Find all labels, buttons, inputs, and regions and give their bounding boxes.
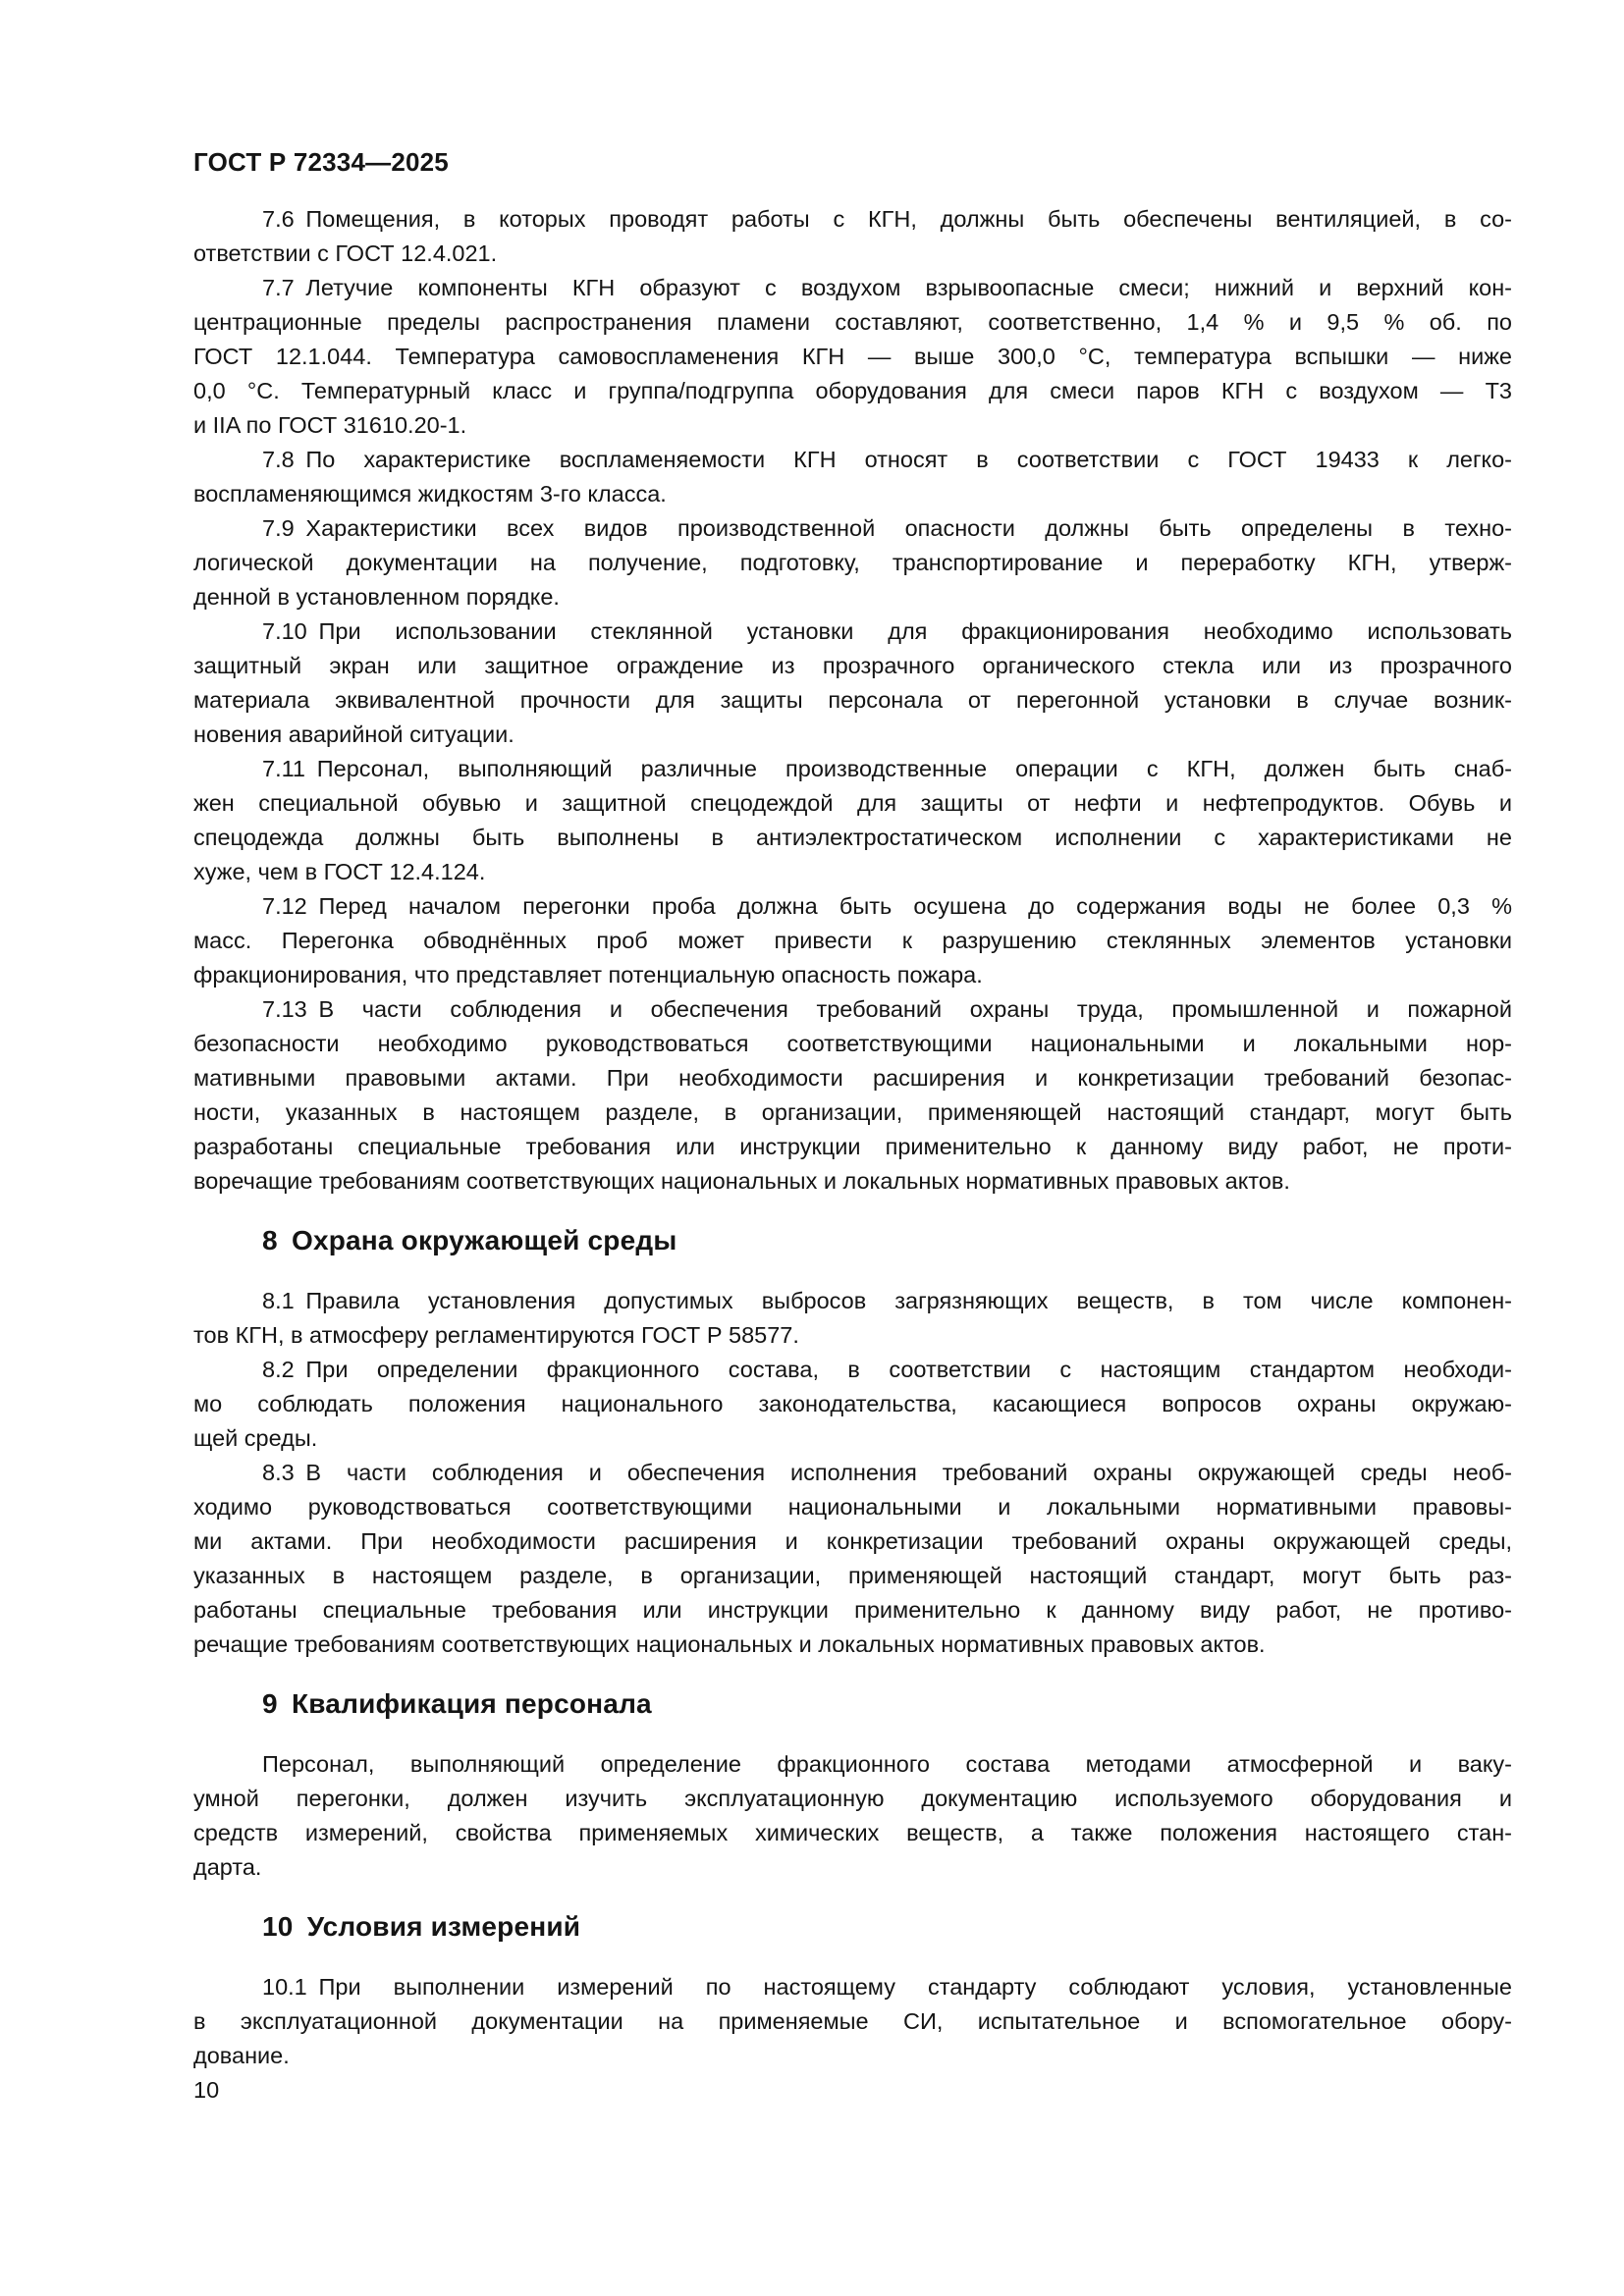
paragraph (193, 511, 1512, 614)
text-line: работаны специальные требования или инструкции применительно к данному виду работ, не противо- (193, 1597, 1512, 1623)
text-line: дование. (193, 2043, 290, 2068)
paragraph (193, 271, 1512, 443)
paragraph (193, 1747, 1512, 1885)
text-line: мативными правовыми актами. При необходимости расширения и конкретизации требований безопас- (193, 1065, 1512, 1091)
text-line: дарта. (193, 1854, 262, 1880)
text-line: тов КГН, в атмосферу регламентируются ГОСТ Р 58577. (193, 1322, 799, 1348)
text-line: указанных в настоящем разделе, в организации, применяющей настоящий стандарт, могут быть раз- (193, 1563, 1512, 1588)
text-line: мо соблюдать положения национального законодательства, касающиеся вопросов охраны окружаю- (193, 1391, 1512, 1416)
text-line: средств измерений, свойства применяемых химических веществ, а также положения настоящего стан- (193, 1820, 1512, 1845)
text-line: в эксплуатационной документации на применяемые СИ, испытательное и вспомогательное обору- (193, 2008, 1512, 2034)
document-designation-header: ГОСТ Р 72334—2025 (193, 147, 449, 177)
text-line: умной перегонки, должен изучить эксплуатационную документацию используемого оборудования и (193, 1786, 1512, 1811)
text-line: 7.11 Персонал, выполняющий различные производственные операции с КГН, должен быть снаб- (262, 756, 1512, 781)
text-line: 7.10 При использовании стеклянной установки для фракционирования необходимо использовать (262, 618, 1512, 644)
text-line: и IIA по ГОСТ 31610.20-1. (193, 412, 467, 438)
text-line: денной в установленном порядке. (193, 584, 560, 610)
text-line: защитный экран или защитное ограждение из прозрачного органического стекла или из прозрачного (193, 653, 1512, 678)
paragraph (193, 443, 1512, 511)
text-line: ми актами. При необходимости расширения и конкретизации требований охраны окружающей среды, (193, 1528, 1512, 1554)
text-line: речащие требованиям соответствующих национальных и локальных нормативных правовых актов. (193, 1631, 1266, 1657)
paragraph (193, 889, 1512, 992)
text-line: воречащие требованиям соответствующих национальных и локальных нормативных правовых актов. (193, 1168, 1290, 1194)
paragraph (193, 752, 1512, 889)
document-body (193, 202, 1512, 2073)
text-line: 7.6 Помещения, в которых проводят работы с КГН, должны быть обеспечены вентиляцией, в со- (262, 206, 1512, 232)
paragraph (193, 1353, 1512, 1456)
text-line: материала эквивалентной прочности для защиты персонала от перегонной установки в случае возник- (193, 687, 1512, 713)
paragraph (193, 614, 1512, 752)
text-line: ности, указанных в настоящем разделе, в организации, применяющей настоящий стандарт, могут быть (193, 1099, 1512, 1125)
text-line: жен специальной обувью и защитной спецодеждой для защиты от нефти и нефтепродуктов. Обувь и (193, 790, 1512, 816)
text-line: 8.1 Правила установления допустимых выбросов загрязняющих веществ, в том числе компонен- (262, 1288, 1512, 1313)
text-line: ответствии с ГОСТ 12.4.021. (193, 240, 498, 266)
text-line: новения аварийной ситуации. (193, 721, 514, 747)
text-line: ГОСТ 12.1.044. Температура самовоспламенения КГН — выше 300,0 °С, температура вспышки — ниже (193, 344, 1512, 369)
text-line: масс. Перегонка обводнённых проб может привести к разрушению стеклянных элементов установки (193, 928, 1512, 953)
text-line: щей среды. (193, 1425, 318, 1451)
text-line: безопасности необходимо руководствоваться соответствующими национальными и локальными нор- (193, 1031, 1512, 1056)
text-line: фракционирования, что представляет потенциальную опасность пожара. (193, 962, 983, 988)
text-line: 7.13 В части соблюдения и обеспечения требований охраны труда, промышленной и пожарной (262, 996, 1512, 1022)
text-line: 10.1 При выполнении измерений по настоящему стандарту соблюдают условия, установленные (262, 1974, 1512, 2000)
text-line: 7.12 Перед началом перегонки проба должна быть осушена до содержания воды не более 0,3 % (262, 893, 1512, 919)
text-line: логической документации на получение, подготовку, транспортирование и переработку КГН, утверж- (193, 550, 1512, 575)
text-line: разработаны специальные требования или инструкции применительно к данному виду работ, не проти- (193, 1134, 1512, 1159)
text-line: хуже, чем в ГОСТ 12.4.124. (193, 859, 486, 884)
text-line: воспламеняющимся жидкостям 3-го класса. (193, 481, 667, 507)
paragraph (193, 1970, 1512, 2073)
text-line: 7.9 Характеристики всех видов производственной опасности должны быть определены в техно- (262, 515, 1512, 541)
text-line: спецодежда должны быть выполнены в антиэлектростатическом исполнении с характеристиками не (193, 825, 1512, 850)
paragraph (193, 1456, 1512, 1662)
page-number: 10 (193, 2077, 220, 2103)
text-line: центрационные пределы распространения пламени составляют, соответственно, 1,4 % и 9,5 % об. по (193, 309, 1512, 335)
paragraph (193, 992, 1512, 1199)
text-line: 7.7 Летучие компоненты КГН образуют с воздухом взрывоопасные смеси; нижний и верхний кон- (262, 275, 1512, 300)
text-line: Персонал, выполняющий определение фракционного состава методами атмосферной и ваку- (262, 1751, 1512, 1777)
text-line: ходимо руководствоваться соответствующими национальными и локальными нормативными правовы- (193, 1494, 1512, 1520)
text-line: 7.8 По характеристике воспламеняемости КГН относят в соответствии с ГОСТ 19433 к легко- (262, 447, 1512, 472)
text-line: 8.2 При определении фракционного состава, в соответствии с настоящим стандартом необходи- (262, 1357, 1512, 1382)
section-heading: 10 Условия измерений (262, 1911, 581, 1942)
paragraph (193, 202, 1512, 271)
text-line: 8.3 В части соблюдения и обеспечения исполнения требований охраны окружающей среды необ- (262, 1460, 1512, 1485)
section-heading: 8 Охрана окружающей среды (262, 1225, 677, 1255)
text-line: 0,0 °С. Температурный класс и группа/подгруппа оборудования для смеси паров КГН с воздухом — Т3 (193, 378, 1512, 403)
paragraph (193, 1284, 1512, 1353)
section-heading: 9 Квалификация персонала (262, 1688, 652, 1719)
